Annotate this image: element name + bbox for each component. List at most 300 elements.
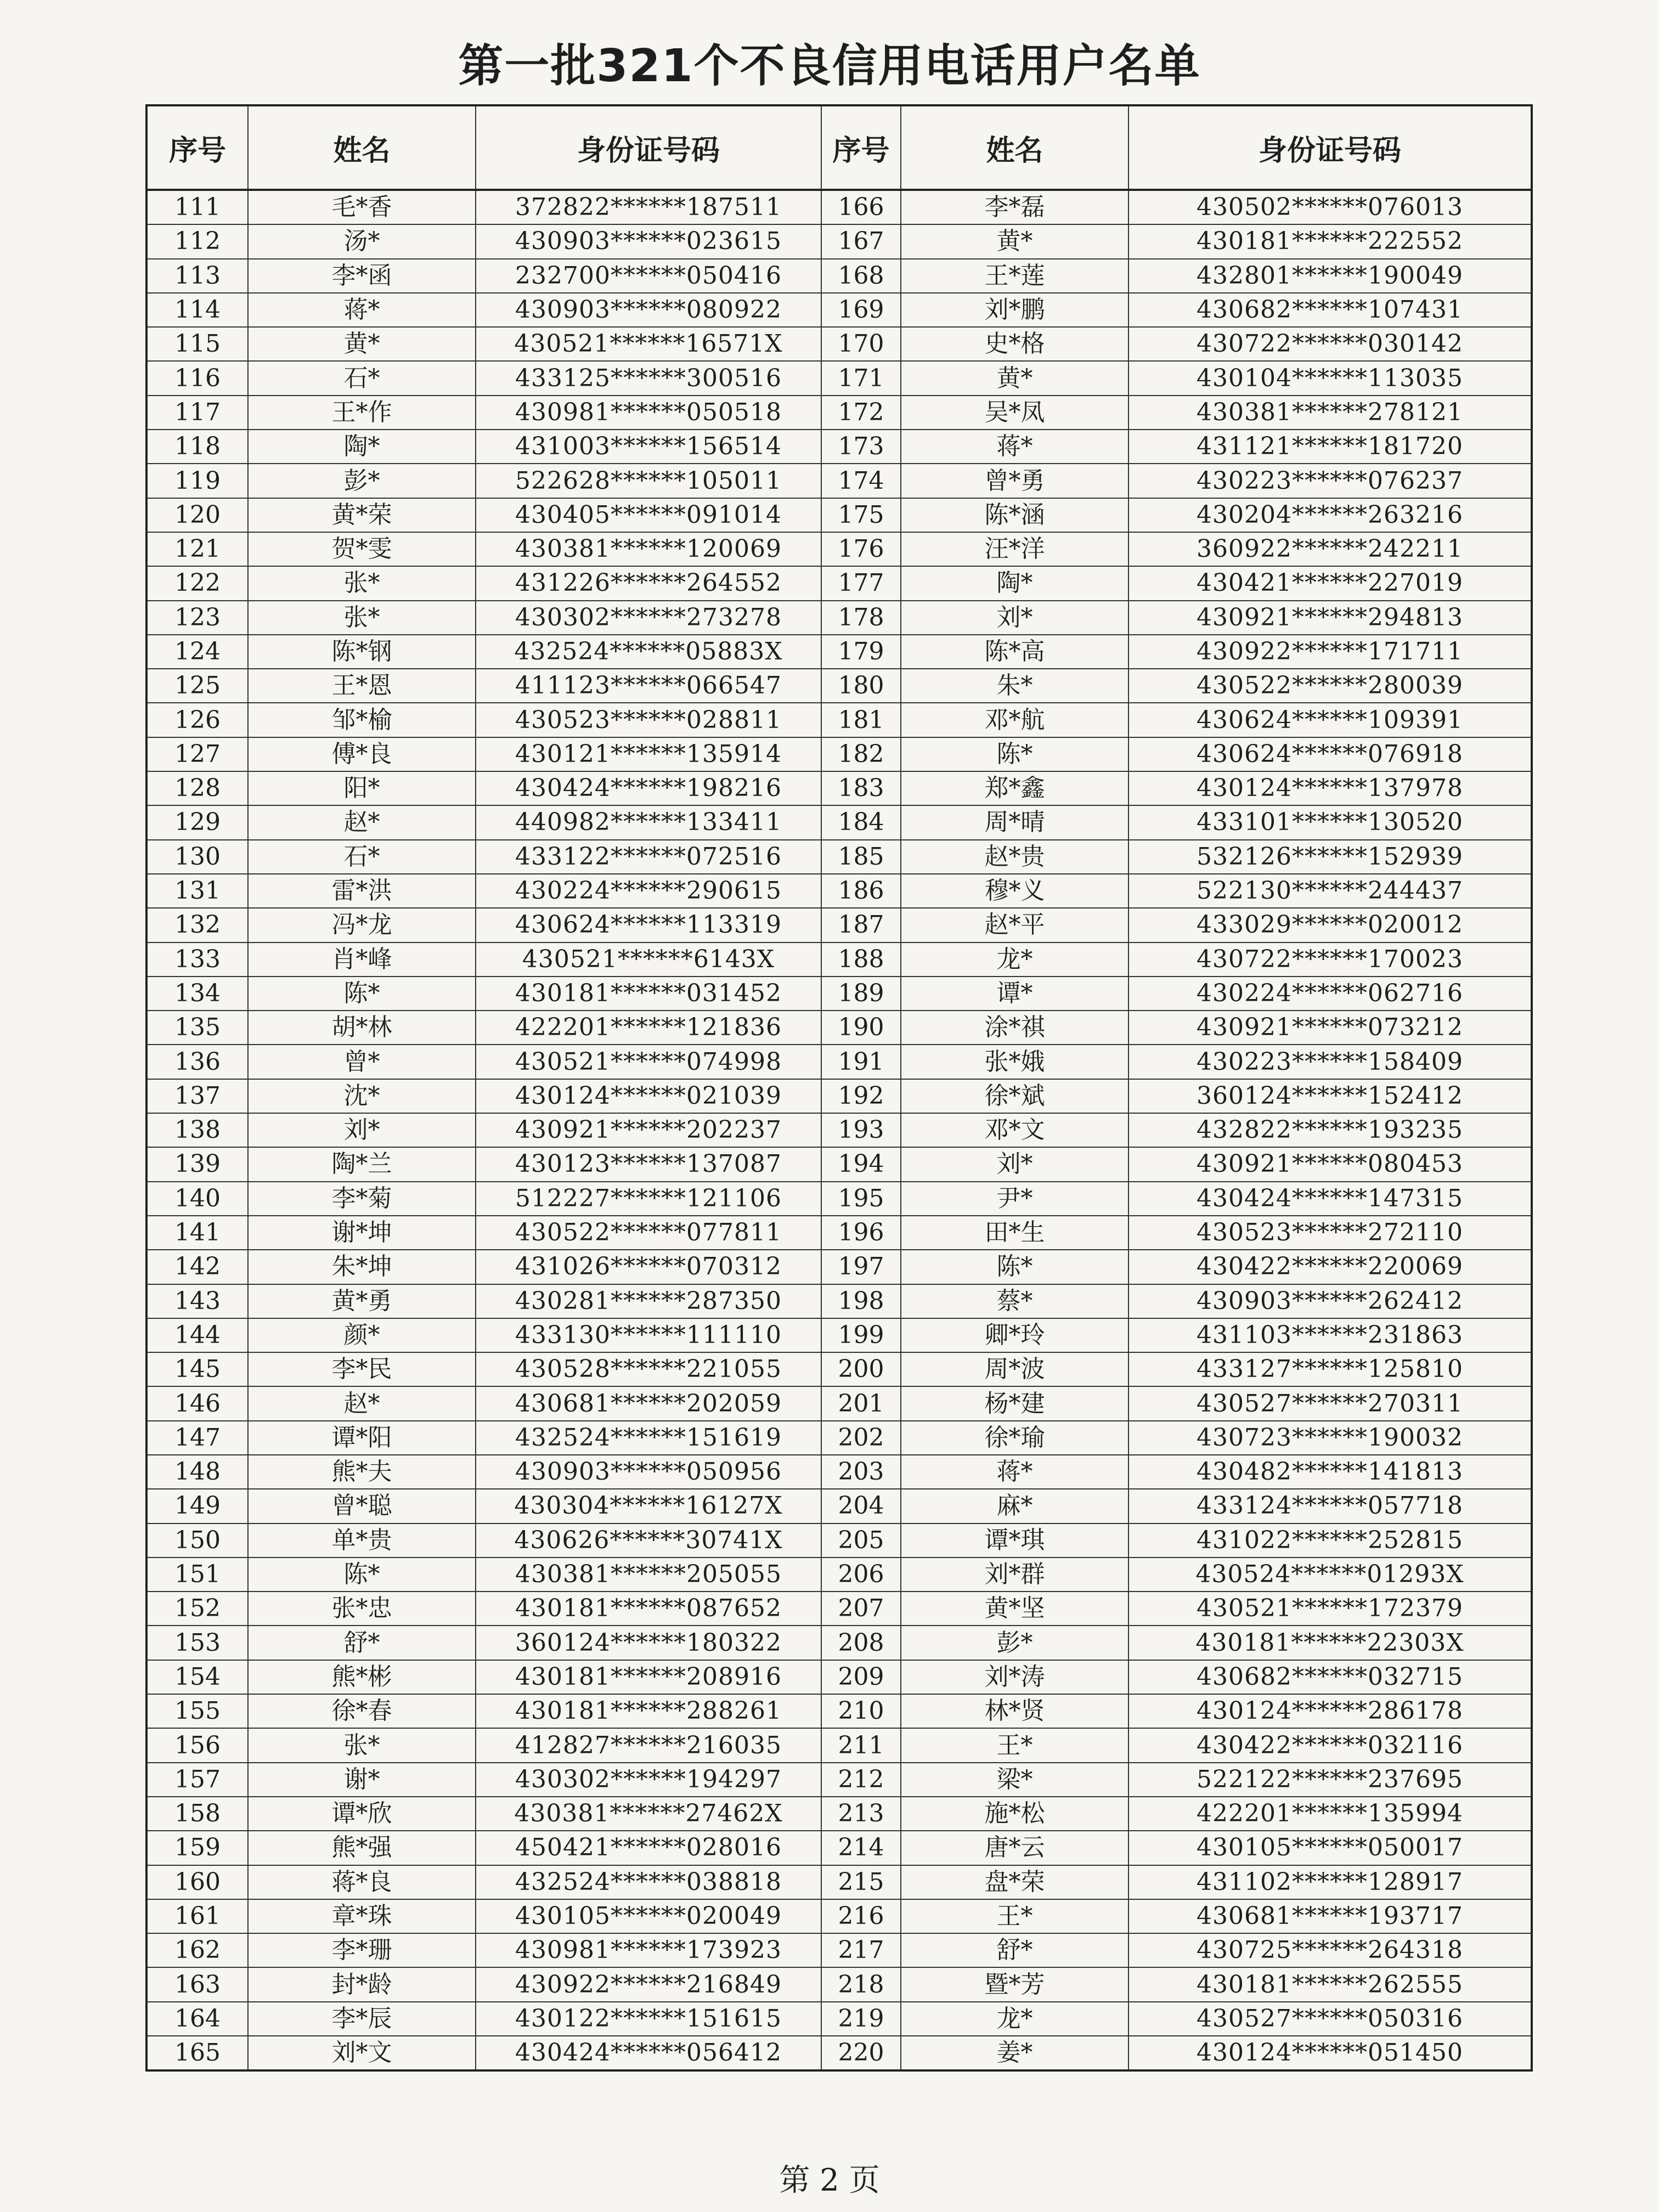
- cell-seq-right: 216: [821, 1899, 901, 1933]
- cell-seq-right: 183: [821, 771, 901, 805]
- table-row: [146, 1865, 1532, 1899]
- cell-name-left: 陶*: [248, 430, 476, 464]
- cell-id-right: 430421******227019: [1128, 566, 1532, 600]
- cell-name-right: 谭*琪: [901, 1523, 1128, 1558]
- cell-seq-left: 160: [146, 1865, 248, 1899]
- cell-name-right: 张*娥: [901, 1045, 1128, 1079]
- cell-id-left: 440982******133411: [476, 805, 821, 839]
- cell-id-left: 432524******151619: [476, 1421, 821, 1455]
- cell-id-left: 372822******187511: [476, 190, 821, 224]
- cell-seq-right: 214: [821, 1831, 901, 1865]
- user-list-table-container: [145, 104, 1531, 2072]
- table-row: [146, 1592, 1532, 1626]
- cell-seq-right: 185: [821, 840, 901, 874]
- cell-name-left: 陈*钢: [248, 635, 476, 669]
- cell-id-left: 430181******031452: [476, 977, 821, 1011]
- header-seq-left: 序号: [146, 105, 248, 190]
- table-row: [146, 2036, 1532, 2070]
- table-row: [146, 840, 1532, 874]
- cell-name-right: 蔡*: [901, 1284, 1128, 1318]
- cell-id-left: 431226******264552: [476, 566, 821, 600]
- table-row: [146, 1489, 1532, 1523]
- table-row: [146, 1933, 1532, 1967]
- cell-id-right: 430722******030142: [1128, 327, 1532, 361]
- cell-name-left: 章*珠: [248, 1899, 476, 1933]
- cell-name-left: 朱*坤: [248, 1250, 476, 1284]
- cell-name-left: 熊*彬: [248, 1660, 476, 1694]
- cell-seq-left: 149: [146, 1489, 248, 1523]
- cell-seq-left: 130: [146, 840, 248, 874]
- cell-seq-left: 125: [146, 669, 248, 703]
- table-row: [146, 1694, 1532, 1728]
- cell-seq-right: 175: [821, 498, 901, 532]
- cell-id-left: 430224******290615: [476, 874, 821, 908]
- cell-id-left: 430105******020049: [476, 1899, 821, 1933]
- table-row: [146, 566, 1532, 600]
- table-row: [146, 703, 1532, 737]
- cell-seq-left: 133: [146, 943, 248, 977]
- cell-seq-left: 124: [146, 635, 248, 669]
- cell-id-right: 430482******141813: [1128, 1455, 1532, 1489]
- cell-name-right: 陈*: [901, 737, 1128, 771]
- header-id-right: 身份证号码: [1128, 105, 1532, 190]
- cell-seq-left: 146: [146, 1386, 248, 1420]
- cell-id-right: 430381******278121: [1128, 396, 1532, 430]
- cell-seq-left: 148: [146, 1455, 248, 1489]
- cell-seq-right: 220: [821, 2036, 901, 2070]
- cell-id-right: 430527******270311: [1128, 1386, 1532, 1420]
- cell-id-right: 430424******147315: [1128, 1182, 1532, 1216]
- cell-id-right: 431121******181720: [1128, 430, 1532, 464]
- cell-id-right: 430725******264318: [1128, 1933, 1532, 1967]
- cell-seq-right: 211: [821, 1728, 901, 1762]
- cell-name-left: 毛*香: [248, 190, 476, 224]
- cell-seq-right: 204: [821, 1489, 901, 1523]
- cell-seq-left: 159: [146, 1831, 248, 1865]
- cell-id-left: 430903******023615: [476, 224, 821, 258]
- cell-seq-right: 177: [821, 566, 901, 600]
- cell-seq-left: 152: [146, 1592, 248, 1626]
- cell-id-right: 532126******152939: [1128, 840, 1532, 874]
- cell-seq-left: 157: [146, 1763, 248, 1797]
- table-row: [146, 1182, 1532, 1216]
- table-row: [146, 1113, 1532, 1147]
- cell-name-right: 周*晴: [901, 805, 1128, 839]
- cell-id-right: 522122******237695: [1128, 1763, 1532, 1797]
- table-row: [146, 1318, 1532, 1352]
- cell-seq-left: 164: [146, 2002, 248, 2036]
- cell-id-left: 430521******6143X: [476, 943, 821, 977]
- cell-id-right: 422201******135994: [1128, 1797, 1532, 1831]
- cell-id-right: 430523******272110: [1128, 1216, 1532, 1250]
- header-name-right: 姓名: [901, 105, 1128, 190]
- header-seq-right: 序号: [821, 105, 901, 190]
- cell-seq-left: 147: [146, 1421, 248, 1455]
- cell-name-left: 李*民: [248, 1352, 476, 1386]
- table-row: [146, 1352, 1532, 1386]
- cell-name-right: 尹*: [901, 1182, 1128, 1216]
- table-row: [146, 1216, 1532, 1250]
- cell-name-left: 彭*: [248, 464, 476, 498]
- table-row: [146, 805, 1532, 839]
- cell-id-right: 430223******158409: [1128, 1045, 1532, 1079]
- cell-name-left: 谢*: [248, 1763, 476, 1797]
- cell-id-right: 430922******171711: [1128, 635, 1532, 669]
- cell-name-left: 封*龄: [248, 1967, 476, 2001]
- cell-seq-left: 134: [146, 977, 248, 1011]
- cell-seq-right: 170: [821, 327, 901, 361]
- cell-id-right: 430624******109391: [1128, 703, 1532, 737]
- cell-name-right: 陈*高: [901, 635, 1128, 669]
- cell-name-left: 胡*林: [248, 1011, 476, 1045]
- cell-name-right: 梁*: [901, 1763, 1128, 1797]
- cell-id-left: 430921******202237: [476, 1113, 821, 1147]
- cell-name-right: 谭*: [901, 977, 1128, 1011]
- cell-id-left: 430424******056412: [476, 2036, 821, 2070]
- cell-seq-right: 181: [821, 703, 901, 737]
- cell-id-left: 450421******028016: [476, 1831, 821, 1865]
- cell-id-right: 430921******073212: [1128, 1011, 1532, 1045]
- cell-seq-left: 150: [146, 1523, 248, 1558]
- cell-id-left: 422201******121836: [476, 1011, 821, 1045]
- cell-name-left: 蒋*良: [248, 1865, 476, 1899]
- cell-name-right: 徐*斌: [901, 1079, 1128, 1113]
- cell-name-left: 王*作: [248, 396, 476, 430]
- cell-id-right: 430181******22303X: [1128, 1626, 1532, 1660]
- cell-id-right: 433127******125810: [1128, 1352, 1532, 1386]
- table-row: [146, 430, 1532, 464]
- table-row: [146, 532, 1532, 566]
- cell-id-left: 430528******221055: [476, 1352, 821, 1386]
- user-list-table: [145, 104, 1533, 2072]
- cell-seq-left: 121: [146, 532, 248, 566]
- cell-id-right: 432801******190049: [1128, 259, 1532, 293]
- cell-name-right: 龙*: [901, 2002, 1128, 2036]
- cell-id-left: 430522******077811: [476, 1216, 821, 1250]
- cell-seq-left: 163: [146, 1967, 248, 2001]
- cell-name-left: 李*函: [248, 259, 476, 293]
- cell-seq-right: 188: [821, 943, 901, 977]
- cell-id-left: 430122******151615: [476, 2002, 821, 2036]
- table-row: [146, 1079, 1532, 1113]
- cell-id-left: 360124******180322: [476, 1626, 821, 1660]
- cell-seq-left: 129: [146, 805, 248, 839]
- table-row: [146, 396, 1532, 430]
- cell-id-right: 430521******172379: [1128, 1592, 1532, 1626]
- cell-seq-right: 179: [821, 635, 901, 669]
- cell-id-right: 430104******113035: [1128, 361, 1532, 395]
- table-row: [146, 669, 1532, 703]
- table-row: [146, 1011, 1532, 1045]
- table-row: [146, 943, 1532, 977]
- cell-seq-right: 184: [821, 805, 901, 839]
- cell-seq-left: 126: [146, 703, 248, 737]
- cell-id-right: 430524******01293X: [1128, 1558, 1532, 1592]
- cell-name-right: 舒*: [901, 1933, 1128, 1967]
- cell-seq-right: 201: [821, 1386, 901, 1420]
- cell-name-left: 冯*龙: [248, 908, 476, 942]
- table-row: [146, 1967, 1532, 2001]
- cell-id-left: 522628******105011: [476, 464, 821, 498]
- cell-name-left: 赵*: [248, 1386, 476, 1420]
- cell-id-left: 430903******080922: [476, 293, 821, 327]
- cell-seq-right: 166: [821, 190, 901, 224]
- cell-name-left: 王*恩: [248, 669, 476, 703]
- cell-id-right: 430204******263216: [1128, 498, 1532, 532]
- cell-id-left: 430381******27462X: [476, 1797, 821, 1831]
- table-row: [146, 190, 1532, 224]
- cell-id-right: 430921******080453: [1128, 1147, 1532, 1181]
- cell-id-right: 430527******050316: [1128, 2002, 1532, 2036]
- table-row: [146, 601, 1532, 635]
- cell-id-left: 430521******16571X: [476, 327, 821, 361]
- cell-seq-right: 193: [821, 1113, 901, 1147]
- cell-name-right: 李*磊: [901, 190, 1128, 224]
- cell-name-right: 暨*芳: [901, 1967, 1128, 2001]
- table-row: [146, 1045, 1532, 1079]
- cell-seq-right: 196: [821, 1216, 901, 1250]
- cell-id-right: 430224******062716: [1128, 977, 1532, 1011]
- cell-id-left: 430302******194297: [476, 1763, 821, 1797]
- cell-name-right: 黄*坚: [901, 1592, 1128, 1626]
- cell-id-left: 433130******111110: [476, 1318, 821, 1352]
- cell-seq-right: 192: [821, 1079, 901, 1113]
- cell-id-left: 430523******028811: [476, 703, 821, 737]
- cell-name-left: 石*: [248, 840, 476, 874]
- cell-seq-left: 155: [146, 1694, 248, 1728]
- cell-id-left: 430624******113319: [476, 908, 821, 942]
- table-row: [146, 259, 1532, 293]
- cell-seq-right: 203: [821, 1455, 901, 1489]
- table-row: [146, 1558, 1532, 1592]
- cell-name-left: 陈*: [248, 977, 476, 1011]
- table-row: [146, 1831, 1532, 1865]
- cell-seq-left: 128: [146, 771, 248, 805]
- cell-id-right: 433029******020012: [1128, 908, 1532, 942]
- cell-seq-left: 138: [146, 1113, 248, 1147]
- cell-id-left: 430302******273278: [476, 601, 821, 635]
- cell-name-left: 舒*: [248, 1626, 476, 1660]
- cell-seq-left: 153: [146, 1626, 248, 1660]
- table-row: [146, 224, 1532, 258]
- cell-seq-right: 176: [821, 532, 901, 566]
- cell-seq-left: 162: [146, 1933, 248, 1967]
- header-id-left: 身份证号码: [476, 105, 821, 190]
- cell-seq-right: 195: [821, 1182, 901, 1216]
- cell-id-right: 431022******252815: [1128, 1523, 1532, 1558]
- cell-seq-left: 120: [146, 498, 248, 532]
- cell-name-right: 王*: [901, 1899, 1128, 1933]
- cell-seq-right: 199: [821, 1318, 901, 1352]
- cell-name-right: 赵*平: [901, 908, 1128, 942]
- cell-id-left: 433125******300516: [476, 361, 821, 395]
- cell-seq-right: 209: [821, 1660, 901, 1694]
- cell-seq-right: 167: [821, 224, 901, 258]
- table-row: [146, 1386, 1532, 1420]
- cell-name-left: 张*忠: [248, 1592, 476, 1626]
- table-row: [146, 977, 1532, 1011]
- table-row: [146, 498, 1532, 532]
- table-row: [146, 1797, 1532, 1831]
- cell-seq-right: 171: [821, 361, 901, 395]
- cell-name-right: 穆*义: [901, 874, 1128, 908]
- cell-name-left: 徐*春: [248, 1694, 476, 1728]
- cell-id-right: 431103******231863: [1128, 1318, 1532, 1352]
- cell-id-left: 430903******050956: [476, 1455, 821, 1489]
- cell-seq-right: 174: [821, 464, 901, 498]
- cell-name-left: 熊*夫: [248, 1455, 476, 1489]
- table-row: [146, 874, 1532, 908]
- cell-seq-right: 186: [821, 874, 901, 908]
- cell-id-left: 512227******121106: [476, 1182, 821, 1216]
- cell-seq-right: 173: [821, 430, 901, 464]
- cell-id-left: 432524******038818: [476, 1865, 821, 1899]
- cell-name-left: 肖*峰: [248, 943, 476, 977]
- cell-name-right: 麻*: [901, 1489, 1128, 1523]
- cell-seq-right: 198: [821, 1284, 901, 1318]
- cell-seq-right: 197: [821, 1250, 901, 1284]
- cell-id-left: 430381******205055: [476, 1558, 821, 1592]
- cell-name-left: 颜*: [248, 1318, 476, 1352]
- cell-name-left: 张*: [248, 1728, 476, 1762]
- cell-id-right: 430624******076918: [1128, 737, 1532, 771]
- cell-name-left: 陶*兰: [248, 1147, 476, 1181]
- cell-name-left: 谢*坤: [248, 1216, 476, 1250]
- cell-name-right: 陈*涵: [901, 498, 1128, 532]
- cell-name-left: 陈*: [248, 1558, 476, 1592]
- cell-seq-left: 161: [146, 1899, 248, 1933]
- cell-name-left: 刘*: [248, 1113, 476, 1147]
- cell-name-right: 黄*: [901, 224, 1128, 258]
- cell-seq-left: 158: [146, 1797, 248, 1831]
- cell-seq-right: 168: [821, 259, 901, 293]
- cell-id-right: 430921******294813: [1128, 601, 1532, 635]
- cell-name-left: 雷*洪: [248, 874, 476, 908]
- cell-id-left: 430124******021039: [476, 1079, 821, 1113]
- cell-name-right: 蒋*: [901, 1455, 1128, 1489]
- cell-seq-right: 212: [821, 1763, 901, 1797]
- cell-name-right: 蒋*: [901, 430, 1128, 464]
- table-header-row: [146, 105, 1532, 190]
- table-row: [146, 361, 1532, 395]
- cell-name-right: 杨*建: [901, 1386, 1128, 1420]
- cell-id-left: 232700******050416: [476, 259, 821, 293]
- cell-name-left: 谭*阳: [248, 1421, 476, 1455]
- cell-name-left: 李*辰: [248, 2002, 476, 2036]
- cell-name-right: 曾*勇: [901, 464, 1128, 498]
- table-row: [146, 464, 1532, 498]
- cell-seq-right: 187: [821, 908, 901, 942]
- cell-id-right: 430502******076013: [1128, 190, 1532, 224]
- cell-seq-left: 115: [146, 327, 248, 361]
- cell-seq-right: 205: [821, 1523, 901, 1558]
- table-row: [146, 1455, 1532, 1489]
- cell-id-right: 430124******051450: [1128, 2036, 1532, 2070]
- cell-name-right: 施*松: [901, 1797, 1128, 1831]
- cell-id-right: 430223******076237: [1128, 464, 1532, 498]
- header-name-left: 姓名: [248, 105, 476, 190]
- cell-seq-right: 194: [821, 1147, 901, 1181]
- cell-id-left: 430381******120069: [476, 532, 821, 566]
- table-row: [146, 1147, 1532, 1181]
- cell-seq-right: 191: [821, 1045, 901, 1079]
- table-row: [146, 771, 1532, 805]
- cell-seq-left: 139: [146, 1147, 248, 1181]
- cell-seq-left: 154: [146, 1660, 248, 1694]
- cell-seq-left: 137: [146, 1079, 248, 1113]
- cell-name-right: 史*格: [901, 327, 1128, 361]
- table-row: [146, 1284, 1532, 1318]
- cell-id-right: 430124******137978: [1128, 771, 1532, 805]
- cell-seq-left: 145: [146, 1352, 248, 1386]
- cell-id-right: 430522******280039: [1128, 669, 1532, 703]
- cell-id-left: 430424******198216: [476, 771, 821, 805]
- cell-id-right: 430682******107431: [1128, 293, 1532, 327]
- cell-id-right: 522130******244437: [1128, 874, 1532, 908]
- cell-name-right: 刘*群: [901, 1558, 1128, 1592]
- cell-seq-right: 182: [821, 737, 901, 771]
- cell-name-right: 赵*贵: [901, 840, 1128, 874]
- page-number: 第 2 页: [779, 2163, 880, 2198]
- cell-id-right: 430903******262412: [1128, 1284, 1532, 1318]
- cell-seq-right: 217: [821, 1933, 901, 1967]
- cell-name-left: 黄*: [248, 327, 476, 361]
- cell-seq-right: 213: [821, 1797, 901, 1831]
- cell-id-right: 430422******220069: [1128, 1250, 1532, 1284]
- table-row: [146, 908, 1532, 942]
- cell-id-left: 430981******173923: [476, 1933, 821, 1967]
- cell-name-left: 刘*文: [248, 2036, 476, 2070]
- cell-seq-left: 140: [146, 1182, 248, 1216]
- table-row: [146, 737, 1532, 771]
- cell-name-right: 郑*鑫: [901, 771, 1128, 805]
- cell-name-left: 邹*榆: [248, 703, 476, 737]
- cell-seq-left: 136: [146, 1045, 248, 1079]
- cell-id-left: 430181******087652: [476, 1592, 821, 1626]
- cell-seq-right: 178: [821, 601, 901, 635]
- cell-seq-right: 219: [821, 2002, 901, 2036]
- cell-name-left: 曾*聪: [248, 1489, 476, 1523]
- cell-id-right: 430681******193717: [1128, 1899, 1532, 1933]
- cell-name-right: 刘*: [901, 601, 1128, 635]
- cell-seq-left: 114: [146, 293, 248, 327]
- cell-seq-left: 118: [146, 430, 248, 464]
- cell-seq-right: 218: [821, 1967, 901, 2001]
- cell-name-left: 李*珊: [248, 1933, 476, 1967]
- cell-id-left: 411123******066547: [476, 669, 821, 703]
- cell-seq-left: 144: [146, 1318, 248, 1352]
- cell-id-left: 430281******287350: [476, 1284, 821, 1318]
- cell-id-right: 430422******032116: [1128, 1728, 1532, 1762]
- table-row: [146, 327, 1532, 361]
- cell-name-right: 吴*凤: [901, 396, 1128, 430]
- cell-seq-right: 169: [821, 293, 901, 327]
- cell-name-right: 田*生: [901, 1216, 1128, 1250]
- cell-seq-left: 123: [146, 601, 248, 635]
- cell-name-right: 刘*: [901, 1147, 1128, 1181]
- cell-seq-left: 113: [146, 259, 248, 293]
- cell-name-right: 涂*祺: [901, 1011, 1128, 1045]
- cell-seq-left: 117: [146, 396, 248, 430]
- cell-id-right: 360124******152412: [1128, 1079, 1532, 1113]
- cell-seq-left: 135: [146, 1011, 248, 1045]
- cell-name-right: 唐*云: [901, 1831, 1128, 1865]
- cell-id-right: 430722******170023: [1128, 943, 1532, 977]
- cell-name-right: 陶*: [901, 566, 1128, 600]
- cell-seq-right: 180: [821, 669, 901, 703]
- cell-seq-right: 202: [821, 1421, 901, 1455]
- cell-seq-left: 122: [146, 566, 248, 600]
